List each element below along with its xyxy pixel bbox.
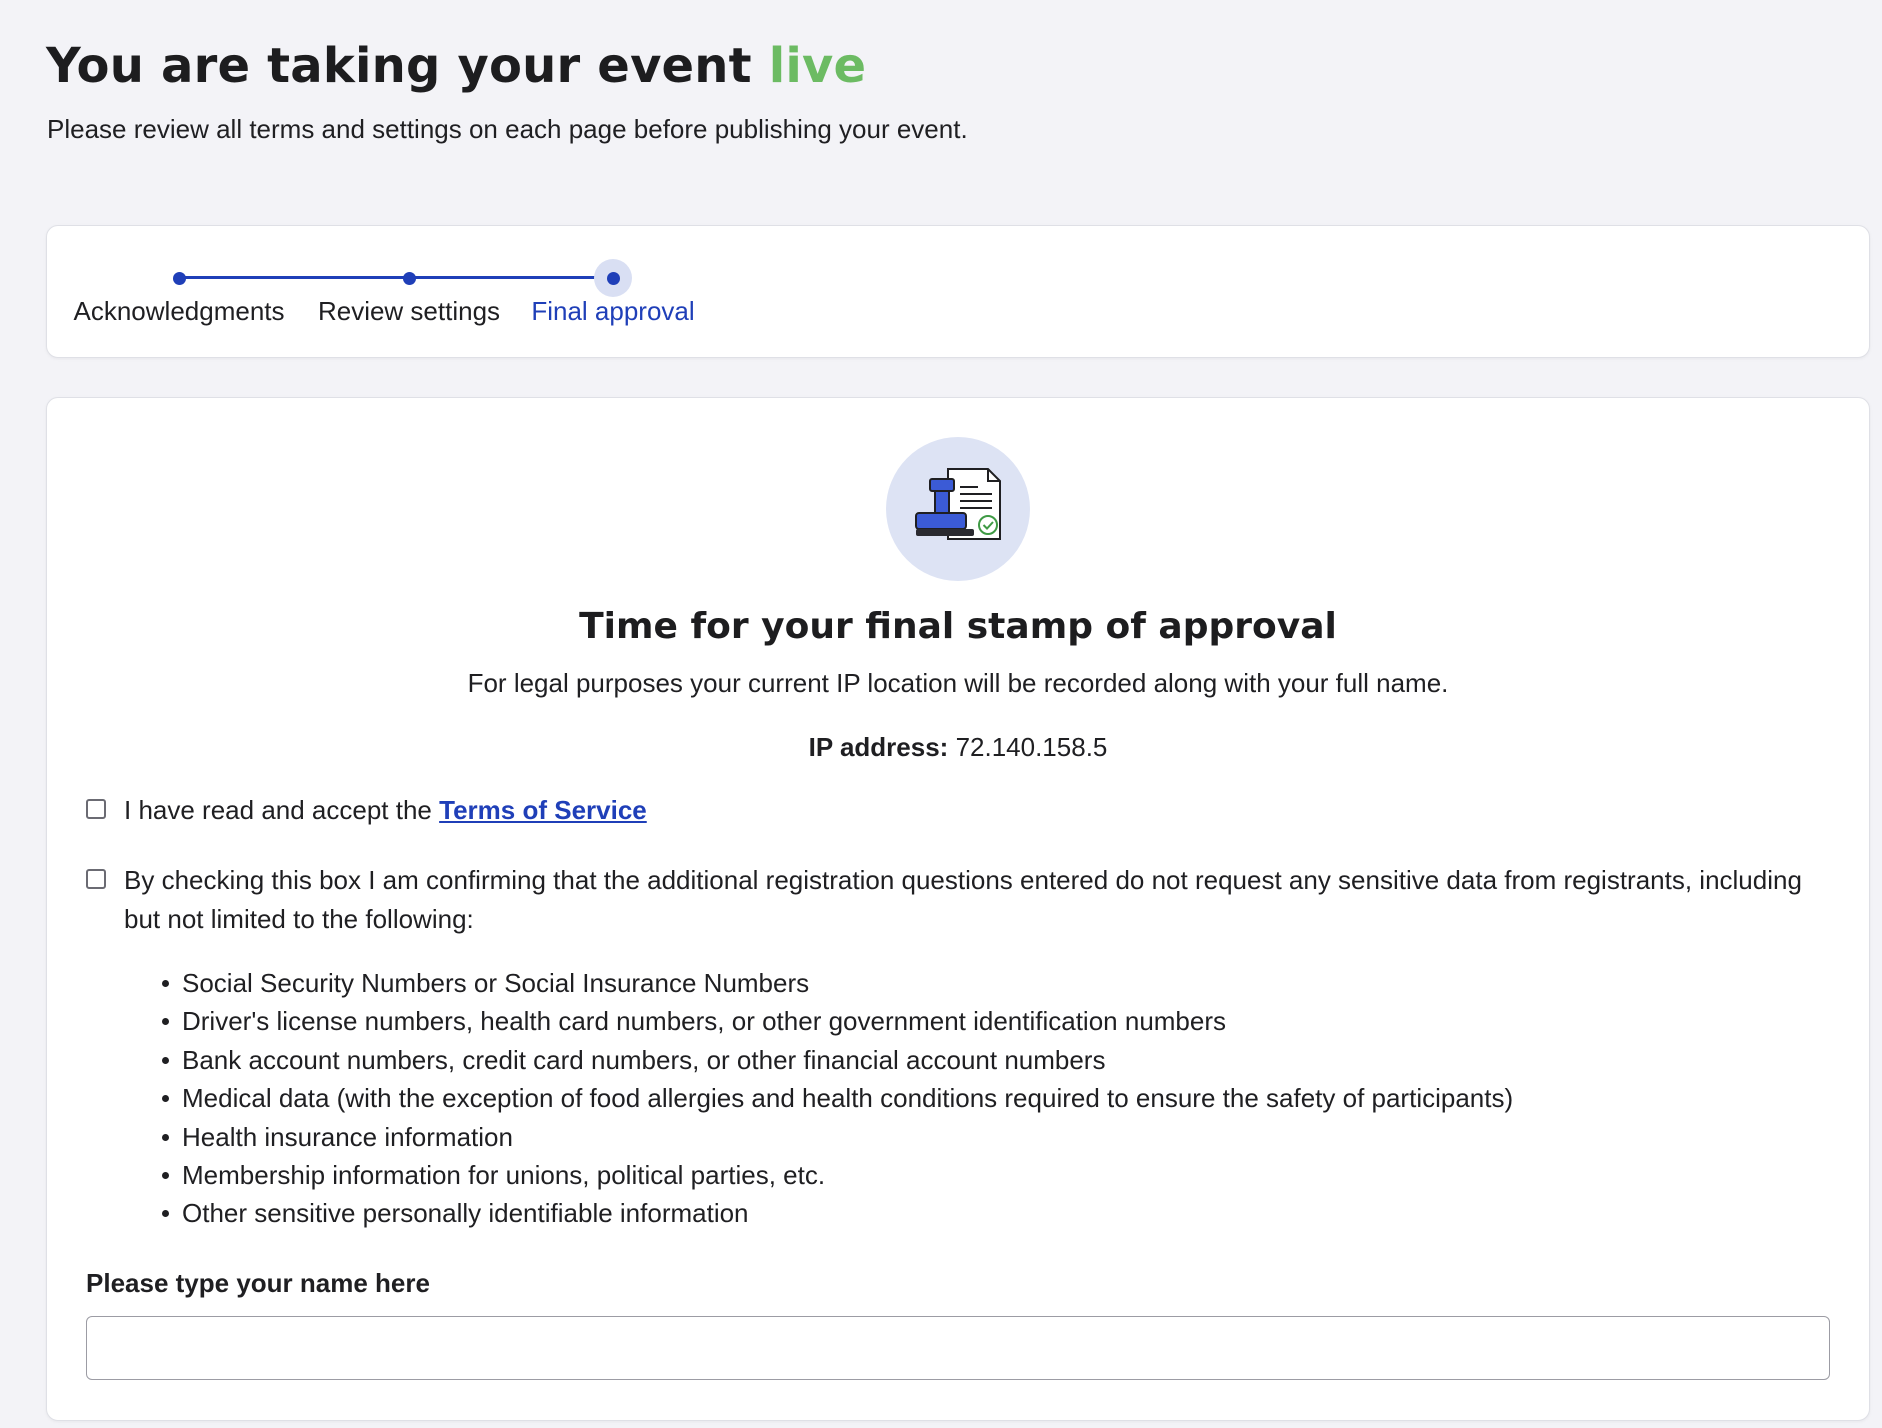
legal-note: For legal purposes your current IP location will be recorded along with your full name. [467,668,1449,698]
page-subtitle: Please review all terms and settings on each page before publishing your event. [47,114,968,144]
ip-address-value: 72.140.158.5 [955,732,1108,762]
page-title-main: You are taking your event [46,38,752,94]
terms-checkbox[interactable] [86,799,106,819]
list-item: Medical data (with the exception of food allergies and health conditions required to ensure the safety of participants) [182,1079,1513,1117]
sensitive-data-checkbox-row [86,861,1806,939]
ip-address-label: IP address: [808,732,949,762]
list-item: Social Security Numbers or Social Insurance Numbers [182,964,1513,1002]
page-title [46,38,866,94]
stepper-connector-1 [180,276,410,279]
name-input[interactable] [86,1316,1830,1380]
ip-address-line [0,732,1882,763]
terms-checkbox-text [124,791,647,830]
list-item: Membership information for unions, political parties, etc. [182,1156,1513,1194]
list-item: Driver's license numbers, health card numbers, or other government identification numbers [182,1002,1513,1040]
step-review-settings-dot [403,272,416,285]
sensitive-data-checkbox[interactable] [86,869,106,889]
approval-headline: Time for your final stamp of approval [579,606,1337,647]
page-title-accent: live [768,38,867,94]
approval-stamp-icon [912,467,1004,551]
stepper-connector-2 [410,276,613,279]
step-acknowledgments[interactable]: Acknowledgments [73,296,285,326]
step-final-approval[interactable]: Final approval [531,296,695,326]
stepper-card [46,225,1870,358]
sensitive-data-checkbox-label: By checking this box I am confirming that the additional registration questions entered do not request any sensitive data from registrants, including but not limited to the following: [124,865,1802,934]
list-item: Bank account numbers, credit card numbers, or other financial account numbers [182,1041,1513,1079]
list-item: Other sensitive personally identifiable information [182,1194,1513,1232]
terms-checkbox-label: I have read and accept the [124,795,440,825]
approval-illustration [886,437,1030,581]
step-review-settings[interactable]: Review settings [317,296,501,326]
terms-of-service-link[interactable]: Terms of Service [439,795,647,825]
step-acknowledgments-dot [173,272,186,285]
step-final-approval-dot [594,259,632,297]
sensitive-data-list [182,964,1513,1233]
name-field-label: Please type your name here [86,1268,430,1298]
list-item: Health insurance information [182,1118,1513,1156]
terms-checkbox-row [86,791,647,830]
